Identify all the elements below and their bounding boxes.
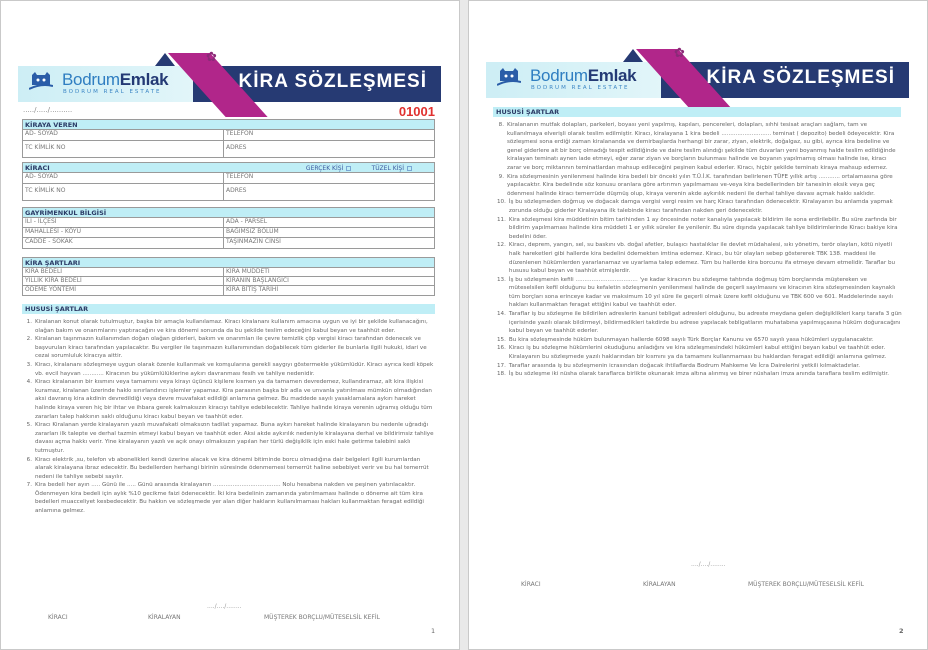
tuzel-kisi-checkbox[interactable] xyxy=(407,166,412,171)
section-title: KİRAYA VEREN xyxy=(23,120,434,130)
page-number: 1 xyxy=(431,627,436,635)
clause-text: Kira bedeli her ayın ..... Günü ile ..... Günü arasında kiralayanın ...................................... Nolu hesabına nakden ve peşinen yatırılacaktır. Ödenmeyen kira bedeli için aylık %10 gecikme faizi ödenecektir. İki kira bedelinin zamanında yatırılmaması halinde o döneme ait tüm kira bedelleri muacceliyet kesbedecektir. Bu hakkın ve sözleşmede yer alan diğer hakların kullanılmaması hakları kullanmaktan feragat edildiği anlamına gelmez. xyxy=(35,482,424,515)
clause-number: 11. xyxy=(497,216,506,223)
clause-number: 7. xyxy=(26,482,32,489)
kira-bitis-tarihi-field[interactable]: KİRA BİTİŞ TARİHİ xyxy=(226,286,279,293)
clause-text: Kiracı, kiralananı sözleşmeye uygun olarak özenle kullanmak ve komşularına gerekli saygıyı göstermekle yükümlüdür. Kiracı ayrıca kedi köpek vb. evcil hayvan ............ Kiracının bu yükümlülüklerine aykırı davranması fesih ve tahliye nedenidir. xyxy=(35,361,434,377)
clause-item xyxy=(25,481,437,515)
contract-page-2 xyxy=(468,0,928,650)
form-row xyxy=(23,286,434,295)
clause-item xyxy=(497,198,902,215)
flower-icon: ✿ xyxy=(206,50,217,65)
section-title: GAYRİMENKUL BİLGİSİ xyxy=(23,208,434,218)
signature-kiralayan: KİRALAYAN xyxy=(148,614,181,621)
clause-text: Kiracı kiralananın bir kısmını veya tamamını veya kirayı üçüncü kişilere kısmen ya da tamamen devredemez, kullandıramaz, alt kira ilişkisi kuramaz, kiralanan üzerinde hakkı sınırlandırıcı işlemler yapamaz. Kira parasının başka bir adla ve unvanla yatırılması mümkün olmadığından aksi davranış kira akdinin devredildiği veya devre muvafakat edildiği anlamına gelmez. Bu maddede sayılı yasaklamalara aykırı hareket halinde kiraya veren hiç bir ihtar ve ihbara gerek kalmaksızın kiracıyı tahliye edebilecektir. Tahliye halinde kiraya verenin uğramış olduğu tüm zararları talep hakkının saklı olduğunu kiracı kabul beyan ve taahhüt eder. xyxy=(35,379,433,420)
yillik-kira-bedeli-field[interactable]: YILLIK KİRA BEDELİ xyxy=(23,277,224,285)
hususi-sartlar-title: HUSUSİ ŞARTLAR xyxy=(493,107,901,117)
telefon-field[interactable]: TELEFON xyxy=(226,173,254,180)
form-row xyxy=(23,238,434,248)
clause-list xyxy=(497,121,902,379)
kira-sartlari-section xyxy=(22,257,435,296)
clause-item xyxy=(25,361,437,378)
signature-date[interactable]: ..../..../........ xyxy=(207,603,242,610)
clause-number: 8. xyxy=(498,122,504,128)
form-row xyxy=(23,228,434,238)
clause-item xyxy=(497,370,902,379)
person-type-options xyxy=(306,163,434,174)
form-row xyxy=(23,277,434,286)
clause-number: 1. xyxy=(26,319,32,325)
clause-text: Kiralananın mutfak dolapları, parkeleri, boyası yeni yapılmış, kapıları, pencereleri, dolapları, sıhhi tesisat araçları sağlam, tam ve kullanılmaya elverişli olarak teslim edilmiştir. Kiracı, kiralayana 1 kira bedeli ............................ teminat ( depozito) bedeli ödeyecektir. Kira sözleşmesi sona erdiği zaman kiralananda ve demirbaşlarda herhangi bir zarar, ziyan, elektrik, doğalgaz, su gibi, ayrıca kira bedeline ve genel giderlere ait bir borç olmadığı tespit edildiğinde ve daire teslim alındığı şekilde tüm duvarları yeni boyanmış halde teslim edildiğinde kiralayan teminatı aynen iade etmeyi, eğer zarar ziyan ve borçların bulunması halinde ve boyanın yapılmamış olması halinde ise, kiracı zarar ve borç miktarının teminatlardan mahsup edileceğini peşinen kabul ederler. Kiracı, hiçbir şekilde teminatı kiraya mahsup edemez. xyxy=(507,122,896,171)
form-row xyxy=(23,184,434,200)
clause-number: 18. xyxy=(497,371,506,378)
form-row xyxy=(23,218,434,228)
tc-kimlik-field[interactable]: TC KİMLİK NO xyxy=(23,184,224,200)
clause-item xyxy=(25,318,437,335)
kira-baslangici-field[interactable]: KİRANIN BAŞLANGICI xyxy=(226,277,289,284)
adres-field[interactable]: ADRES xyxy=(226,144,247,151)
brand-tagline: BODRUM REAL ESTATE xyxy=(63,89,162,95)
kira-muddeti-field[interactable]: KİRA MÜDDETİ xyxy=(226,268,270,275)
kiraya-veren-section xyxy=(22,119,435,158)
section-title: KİRA ŞARTLARI xyxy=(23,258,434,268)
document-title: KİRA SÖZLEŞMESİ xyxy=(238,71,427,92)
ad-soyad-field[interactable]: AD- SOYAD xyxy=(23,130,224,140)
clause-number: 2. xyxy=(26,336,32,343)
document-header xyxy=(486,46,909,99)
mahalle-koy-field[interactable]: MAHALLESİ - KÖYÜ xyxy=(23,228,224,237)
gercek-kisi-checkbox[interactable] xyxy=(346,166,351,171)
form-row xyxy=(23,130,434,141)
brand-name-bold: Emlak xyxy=(587,66,637,85)
tasinmaz-cinsi-field[interactable]: TAŞINMAZIN CİNSİ xyxy=(226,238,281,245)
clause-list xyxy=(25,318,437,516)
clause-number: 4. xyxy=(26,379,32,386)
brand-name-light: Bodrum xyxy=(62,70,120,89)
clause-number: 17. xyxy=(497,362,506,369)
clause-text: Kira sözleşmesi kira müddetinin bitim tarihinden 1 ay öncesinde noter kanalıyla yapılacak bildirim ile sona erdirilebilir. Bu süre zarfında bir bildirim yapılmaması halinde kira müddeti 1 er yıllık süreler ile yenilenir. Bu süre dışında yapılacak tahliye bildirimlerinde Kiracı bakiye kira bedelini öder. xyxy=(508,216,898,240)
clause-item xyxy=(25,335,437,361)
clause-text: Kiracı, deprem, yangın, sel, su baskını vb. doğal afetler, bulaşıcı hastalıklar ile devlet müdahalesi, sıkı yönetim, terör olayları, kötü niyetli halk hareketleri gibi hallerde kira bedelini ödemekten imtina edemez. Kiracı, bu tür olayları sebep göstererek TBK 138. maddesi ile düzenlenen hükümlerden yararlanamaz ve uyarlama talep edemez. Tüm bu hallerde kira borcunu ifa etmeye devam etmelidir. Taraflar bu hususu kabul beyan ve taahhüt etmişlerdir. xyxy=(508,242,896,275)
signature-kiraci: KİRACI xyxy=(521,581,541,588)
clause-text: Kira sözleşmesinin yenilenmesi halinde kira bedeli bir önceki yılın T.Ü.İ.K. tarafından belirlenen TÜFE yıllık artış ............ ortalamasına göre yapılacaktır. Kira bedelinde söz konusu oranlara göre artırımın yapılmaması ve-veya kira bedellerinden bir tanesinin eksik veya geç ödenmesi halinde kiracı temerrüde düşmüş olup, kiraya verenin akde aykırılık nedeni ile derhal tahliye davası açmak hakkı saklıdır. xyxy=(507,173,893,197)
signature-kiraci: KİRACI xyxy=(48,614,68,621)
clause-item xyxy=(497,276,902,310)
clause-text: İş bu sözleşmenin kefili ................................... 'ye kadar kiracının bu sözleşme tahtında doğmuş tüm borçlarında müştereken ve müteselsilen kefil olduğunu bu kefaletin sözleşmenin yenilenmesi halinde de geçerli sayılmasını ve kiracının kira sözleşmesinden kaynaklı tüm borçları sona erinceye kadar ve maksimum 10 yıl süre ile geçerli olmak üzere kefil olduğunu ve TBK 600 ve 601. Maddelerinde sayılı hakları kullanmaktan feragat ettiğini kabul ve taahhüt eder. xyxy=(508,276,896,309)
tuzel-kisi-label: TÜZEL KİŞİ xyxy=(371,165,404,172)
clause-item xyxy=(25,378,437,421)
signature-kefil: MÜŞTEREK BORÇLU/MÜTESELSİL KEFİL xyxy=(748,581,864,588)
clause-number: 5. xyxy=(26,422,32,429)
clause-text: Kiracı iş bu sözleşme hükümlerini okuduğunu anladığını ve kira sözleşmesindeki hükümleri kabul ettiğini beyan kabul ve taahhüt eder. Kiralayanın bu sözleşmede yazılı haklarından bir kısmını ya da tamamını kullanmaması bu haklardan feragat edildiği anlamına gelmez. xyxy=(508,345,887,361)
signature-kefil: MÜŞTEREK BORÇLU/MÜTESELSİL KEFİL xyxy=(264,614,380,621)
clause-item xyxy=(497,121,902,173)
section-title-text: KİRACI xyxy=(25,164,50,172)
clause-number: 3. xyxy=(26,361,32,368)
clause-number: 14. xyxy=(497,311,506,318)
gercek-kisi-option[interactable] xyxy=(306,165,351,172)
clause-item xyxy=(25,456,437,482)
cadde-sokak-field[interactable]: CADDE - SOKAK xyxy=(23,238,224,248)
contract-page-1 xyxy=(0,0,460,650)
clause-text: Kiracı Kiralanan yerde kiralayanın yazılı muvafakati olmaksızın tadilat yapamaz. Buna aykırı hareket halinde kiralayanın bu nedenle uğradığı zararları ilk talepte ve derhal tazmin etmeyi kabul beyan ve taahhüt eder. Aksi akde aykırılık nedeniyle kiralayana derhal ve bildirimsiz tahliye davası açma hakkı verir. Yine kiralayanın yazılı ve açık onayı olmaksızın yapılan her türlü değişiklik için eski hale getirme talebini saklı tutmuştur. xyxy=(35,422,434,454)
brand-name xyxy=(62,70,168,90)
form-row xyxy=(23,141,434,157)
clause-number: 12. xyxy=(497,242,506,249)
tc-kimlik-field[interactable]: TC KİMLİK NO xyxy=(23,141,224,157)
ada-parsel-field[interactable]: ADA - PARSEL xyxy=(226,218,268,225)
clause-number: 6. xyxy=(26,456,32,463)
signature-kiralayan: KİRALAYAN xyxy=(643,581,676,588)
clause-item xyxy=(497,344,902,361)
clause-number: 16. xyxy=(497,345,506,352)
brand-name-light: Bodrum xyxy=(530,66,588,85)
clause-text: Kiracı elektrik ,su, telefon vb abonelikleri kendi üzerine alacak ve kira dönemi bitiminde borcu olmadığına dair belgeleri ilgili kurumlardan alarak kiralayana ibraz edecektir. Bu bedellerden herhangi birinin süresinde ödenmemesi temerrüt haline sebebiyet verir ve bu hal temerrüt nedeni ile tahliye sebebi sayılır. xyxy=(35,456,429,480)
clause-item xyxy=(497,362,902,371)
adres-field[interactable]: ADRES xyxy=(226,187,247,194)
signature-date[interactable]: ..../..../........ xyxy=(691,561,726,568)
clause-item xyxy=(497,336,902,345)
clause-text: Kiralanan taşınmazın kullanımdan doğan olağan giderleri, bakım ve onarımları ile çevre temizlik çöp vergisi kiracı tarafından ödenecek ve başvuruları kiracı tarafından yapılacaktır. Bu vergiler ile taşınmazın kullanımından doğabilecek tüm giderler ile bunlarla ilgili hukuki, idari ve cezai sorumluluk kiracıya aittir. xyxy=(35,336,427,360)
clause-item xyxy=(497,310,902,336)
telefon-field[interactable]: TELEFON xyxy=(226,130,254,137)
tuzel-kisi-option[interactable] xyxy=(372,165,412,172)
ad-soyad-field[interactable]: AD- SOYAD xyxy=(23,173,224,183)
contract-number: 01001 xyxy=(398,104,435,119)
clause-item xyxy=(497,241,902,275)
clause-text: İş bu sözleşmeden doğmuş ve doğacak damga vergisi vergi resim ve harç Kiracı tarafından ödenecektir. Kiralayanın bu anlamda yapmak zorunda olduğu giderler Kiralayana ilk talebinde kiracı tarafından nakden geri ödenecektir. xyxy=(508,199,893,214)
date-field[interactable]: ...../...../.......... xyxy=(23,106,73,114)
kira-bedeli-field[interactable]: KİRA BEDELİ xyxy=(23,268,224,276)
cat-logo-icon xyxy=(497,67,521,87)
brand-tagline: BODRUM REAL ESTATE xyxy=(531,85,630,91)
clause-number: 10. xyxy=(497,199,506,206)
clause-text: Bu kira sözleşmesinde hüküm bulunmayan hallerde 6098 sayılı Türk Borçlar Kanunu ve 6570 sayılı yasa hükümleri uygulanacaktır. xyxy=(508,336,874,343)
clause-item xyxy=(497,173,902,199)
cat-logo-icon xyxy=(29,71,53,91)
clause-text: Taraflar arasında iş bu sözleşmenin icrasından doğacak ihtilaflarda Bodrum Mahkeme Ve İcra Dairelerini yetkili kılmaktadırlar. xyxy=(508,362,860,369)
form-row xyxy=(23,268,434,277)
odeme-yontemi-field[interactable]: ÖDEME YÖNTEMİ xyxy=(23,286,224,295)
clause-item xyxy=(25,421,437,455)
document-title: KİRA SÖZLEŞMESİ xyxy=(706,67,895,88)
hususi-sartlar-title: HUSUSİ ŞARTLAR xyxy=(22,304,435,314)
kiraci-section xyxy=(22,162,435,201)
clause-number: 15. xyxy=(497,336,506,343)
il-ilce-field[interactable]: İLİ - İLÇESİ xyxy=(23,218,224,227)
clause-item xyxy=(497,216,902,242)
clause-number: 13. xyxy=(497,276,506,283)
gercek-kisi-label: GERÇEK KİŞİ xyxy=(305,165,344,172)
clause-number: 9. xyxy=(498,173,504,180)
flower-icon: ✿ xyxy=(674,46,685,61)
bagimsiz-bolum-field[interactable]: BAĞIMSIZ BÖLÜM xyxy=(226,228,279,235)
gayrimenkul-section xyxy=(22,207,435,249)
brand-name-bold: Emlak xyxy=(119,70,169,89)
clause-text: Kiralanan konut olarak tutulmuştur, başka bir amaçla kullanılamaz. Kiracı kiralananı kullanım amacına uygun ve iyi bir şekilde kullanacağını, olağan bakım ve onarımlarını yaptıracağını ve kira dönemi sonunda da bu şekilde teslim edeceğini kabul beyan ve taahhüt eder. xyxy=(35,319,428,334)
brand-name xyxy=(530,66,636,86)
section-title xyxy=(23,163,434,173)
clause-text: İş bu sözleşme iki nüsha olarak taraflarca birlikte okunarak imza altına alınmış ve birer nüshaları imza anında taraflara teslim edilmiştir. xyxy=(508,371,889,378)
page-number: 2 xyxy=(899,627,904,635)
document-header xyxy=(18,50,441,103)
form-row xyxy=(23,173,434,184)
clause-text: Taraflar iş bu sözleşme ile bildirilen adreslerin kanuni tebligat adresleri olduğunu, bu adreste meydana gelen değişiklikleri karşı tarafa 3 gün içerisinde yazılı olarak bildirmeyi, bildirmedikleri takdirde bu adrese yapılacak tebligatların muhatabına yapılmışçasına hüküm doğuracağını kabul beyan ve taahhüt ederler. xyxy=(508,311,902,335)
